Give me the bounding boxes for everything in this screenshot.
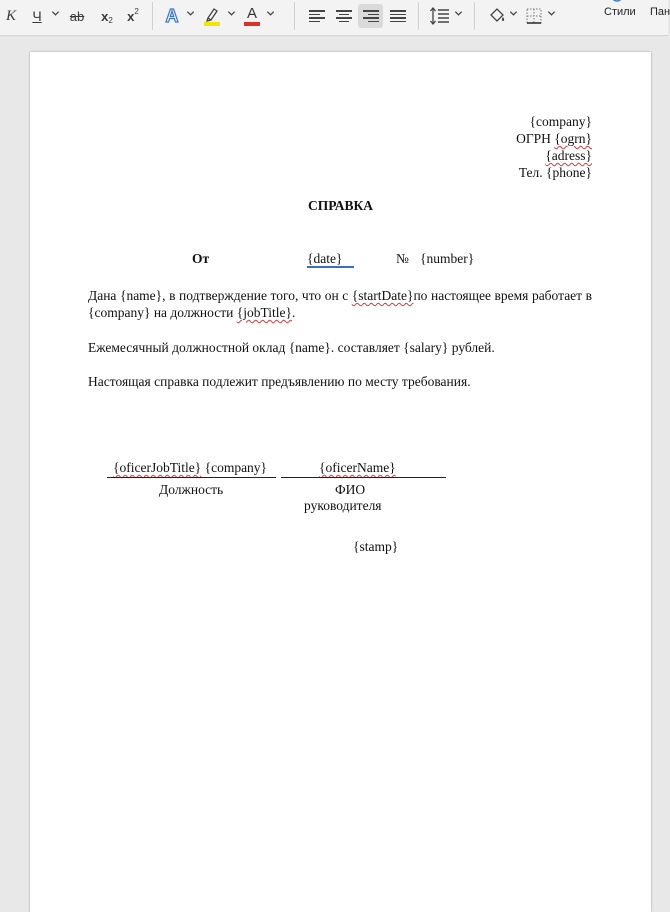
subscript-mark: 2 bbox=[108, 15, 113, 25]
date-field bbox=[307, 251, 354, 267]
align-left-icon[interactable] bbox=[306, 4, 328, 28]
ribbon-separator bbox=[294, 2, 295, 30]
underline-dropdown-chevron-icon[interactable] bbox=[51, 9, 60, 18]
paragraph-purpose: Настоящая справка подлежит предъявлению по месту требования. bbox=[88, 374, 471, 389]
strikethrough-icon[interactable]: ab bbox=[69, 8, 85, 24]
shading-icon[interactable] bbox=[487, 6, 507, 26]
ribbon-separator bbox=[152, 2, 153, 30]
officer-job-title: {oficerJobTitle} bbox=[113, 460, 202, 475]
paragraph1-part1: Дана {name}, в подтверждение того, что он с bbox=[88, 288, 352, 303]
number-label: № bbox=[396, 251, 409, 266]
ogrn-value: {ogrn} bbox=[554, 131, 592, 146]
underline-icon[interactable]: Ч bbox=[32, 8, 42, 24]
document-title: СПРАВКА bbox=[307, 198, 374, 213]
position-caption: Должность bbox=[159, 482, 224, 497]
justify-icon[interactable] bbox=[387, 4, 409, 28]
text-effects-icon[interactable]: A bbox=[165, 5, 179, 26]
name-signature-line bbox=[281, 477, 446, 478]
start-date: {startDate} bbox=[351, 288, 414, 303]
officer-name bbox=[319, 460, 396, 476]
paragraph1-part3: . bbox=[291, 305, 296, 320]
head-caption: руководителя bbox=[304, 498, 382, 513]
italic-icon[interactable]: K bbox=[5, 7, 16, 24]
font-color-icon[interactable] bbox=[242, 4, 262, 28]
paragraph1-part2: по настоящее время работает в {company} на должности bbox=[88, 288, 592, 320]
number-value: {number} bbox=[420, 251, 475, 266]
officer-name-value: {oficerName} bbox=[319, 460, 396, 475]
superscript-glyph: x bbox=[127, 8, 135, 24]
phone-label: Тел. bbox=[518, 165, 547, 180]
from-label: От bbox=[192, 251, 210, 266]
phone-value: {phone} bbox=[546, 165, 592, 180]
address-value: {adress} bbox=[545, 148, 592, 163]
header-address bbox=[545, 148, 592, 164]
styles-button[interactable]: Стили bbox=[604, 6, 636, 18]
ribbon-separator bbox=[474, 2, 475, 30]
document-page[interactable] bbox=[30, 52, 651, 912]
styles-gallery-icon bbox=[611, 0, 623, 4]
stamp-placeholder: {stamp} bbox=[353, 539, 399, 554]
ogrn-label: ОГРН bbox=[516, 131, 555, 146]
highlight-icon[interactable] bbox=[202, 5, 222, 27]
line-spacing-icon[interactable] bbox=[429, 6, 451, 26]
borders-dropdown-chevron-icon[interactable] bbox=[547, 9, 556, 18]
shading-dropdown-chevron-icon[interactable] bbox=[509, 9, 518, 18]
ribbon-separator bbox=[418, 2, 419, 30]
paragraph-salary: Ежемесячный должностной оклад {name}. составляет {salary} рублей. bbox=[88, 340, 495, 355]
font-color-swatch bbox=[244, 22, 260, 26]
superscript-mark: 2 bbox=[134, 6, 139, 16]
paragraph-employment bbox=[88, 287, 592, 321]
header-phone bbox=[519, 165, 592, 181]
align-right-icon[interactable] bbox=[358, 4, 383, 28]
text-effects-dropdown-chevron-icon[interactable] bbox=[186, 9, 195, 18]
align-center-icon[interactable] bbox=[333, 4, 355, 28]
officer-job-title-line bbox=[113, 460, 267, 476]
subscript-icon[interactable] bbox=[98, 4, 116, 28]
line-spacing-dropdown-chevron-icon[interactable] bbox=[454, 9, 463, 18]
superscript-icon[interactable] bbox=[124, 4, 142, 28]
subscript-glyph: x bbox=[101, 8, 109, 24]
font-color-dropdown-chevron-icon[interactable] bbox=[266, 9, 275, 18]
formatting-ribbon bbox=[0, 0, 668, 36]
fio-caption: ФИО bbox=[335, 482, 366, 497]
highlight-dropdown-chevron-icon[interactable] bbox=[227, 9, 236, 18]
font-color-glyph: A bbox=[246, 5, 257, 22]
header-company: {company} bbox=[529, 114, 592, 129]
job-title: {jobTitle} bbox=[236, 305, 292, 320]
date-value: {date} bbox=[307, 251, 354, 268]
position-signature-line bbox=[107, 477, 276, 478]
panel-button[interactable]: Пан bbox=[650, 6, 670, 18]
officer-company: {company} bbox=[201, 460, 268, 475]
header-ogrn bbox=[516, 131, 592, 147]
borders-icon[interactable] bbox=[524, 6, 544, 26]
